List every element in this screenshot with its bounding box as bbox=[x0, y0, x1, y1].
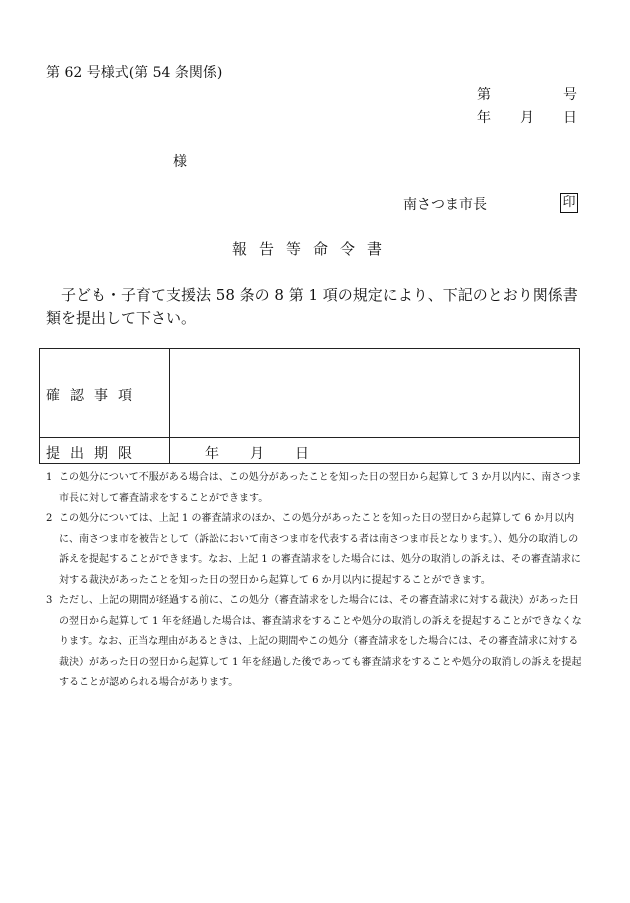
date-month: 月 bbox=[520, 110, 534, 126]
date-day: 日 bbox=[563, 110, 577, 126]
note-text: この処分については、上記 1 の審査請求のほか、この処分があったことを知った日の翌日から起算して 6 か月以内に、南さつま市を被告として（訴訟において南さつま市を代表する者は南さつま市長となります。）、処分の取消しの訴えを提起することができます。なお、上記 1 の審査請求をした場合には、処分の取消しの訴えは、その審査請求に対する裁決があったことを知った日の翌日から起算して 6 か月以内に提起することができます。 bbox=[59, 513, 581, 586]
deadline-label: 提出期限 bbox=[46, 446, 142, 462]
doc-no-suffix: 号 bbox=[563, 87, 577, 103]
deadline-year: 年 bbox=[205, 446, 219, 462]
notes-list bbox=[39, 468, 584, 694]
info-table bbox=[39, 348, 580, 464]
note-item bbox=[39, 591, 584, 694]
note-item bbox=[39, 509, 584, 591]
note-text: この処分について不服がある場合は、この処分があったことを知った日の翌日から起算して 3 か月以内に、南さつま市長に対して審査請求をすることができます。 bbox=[59, 472, 582, 504]
note-item bbox=[39, 468, 584, 509]
deadline-month: 月 bbox=[250, 446, 264, 462]
issuer-name: 南さつま市長 bbox=[403, 197, 487, 213]
body-text: 子ども・子育て支援法 58 条の 8 第 1 項の規定により、下記のとおり関係書類を提出して下さい。 bbox=[46, 286, 578, 327]
deadline-day: 日 bbox=[295, 446, 309, 462]
confirm-items-label: 確認事項 bbox=[46, 388, 142, 404]
seal-stamp: 印 bbox=[560, 193, 578, 213]
document-title: 報告等命令書 bbox=[232, 240, 395, 258]
addressee-suffix: 様 bbox=[173, 154, 187, 170]
table-divider-vertical bbox=[169, 349, 170, 463]
form-number: 第 62 号様式(第 54 条関係) bbox=[46, 65, 223, 81]
note-number: 1 bbox=[46, 472, 53, 483]
date-year: 年 bbox=[477, 110, 491, 126]
note-text: ただし、上記の期間が経過する前に、この処分（審査請求をした場合には、その審査請求に対する裁決）があった日の翌日から起算して 1 年を経過した場合は、審査請求をすることや処分の取消しの訴えを提起することができなくなります。なお、正当な理由があるときは、上記の期間やこの処分（審査請求をした場合には、その審査請求に対する裁決）があった日の翌日から起算して 1 年を経過した後であっても審査請求をすることや処分の取消しの訴えを提起することが認められる場合があります。 bbox=[59, 595, 582, 688]
doc-no-prefix: 第 bbox=[477, 87, 491, 103]
note-number: 3 bbox=[46, 595, 53, 606]
note-number: 2 bbox=[46, 513, 53, 524]
table-divider-horizontal bbox=[40, 437, 579, 438]
